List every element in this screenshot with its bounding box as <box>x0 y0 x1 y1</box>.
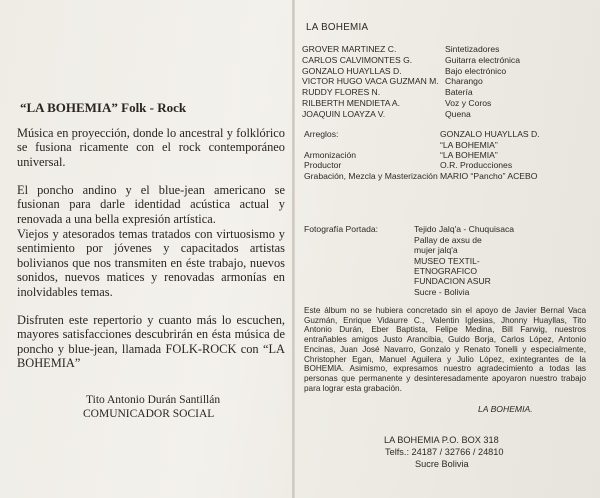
member-name: CARLOS CALVIMONTES G. <box>302 55 413 65</box>
member-name: JOAQUIN LOAYZA V. <box>302 109 386 119</box>
paragraph-4: Disfruten este repertorio y cuanto más lo escuchen, mayores satisfacciones descubrirán en ésta música de poncho y blue-jean, llamada FOLK-ROCK con “LA BOHEMIA” <box>17 313 285 371</box>
foto-line: Sucre - Bolivia <box>414 287 470 297</box>
member-name: RUDDY FLORES N. <box>302 87 381 97</box>
paragraph-2: El poncho andino y el blue-jean americano se fusionan para darle identidad acústica actual y renovada a una bella expresión artística. <box>17 183 285 226</box>
foto-line: ETNOGRAFICO <box>414 266 478 276</box>
productor-label: Productor <box>304 160 342 170</box>
member-role: Guitarra electrónica <box>445 55 520 65</box>
panel-fold-divider <box>292 0 295 498</box>
foto-line: MUSEO TEXTIL- <box>414 256 480 266</box>
foto-line: Tejido Jalq'a - Chuquisaca <box>414 224 515 234</box>
member-role: Voz y Coros <box>445 98 492 108</box>
band-title: LA BOHEMIA <box>306 22 369 33</box>
armonizacion-label: Armonización <box>304 150 357 160</box>
arreglos-label: Arreglos: <box>304 129 339 139</box>
address-line-2: Telfs.: 24187 / 32766 / 24810 <box>385 447 504 457</box>
member-role: Bajo electrónico <box>445 66 507 76</box>
member-row <box>302 98 592 108</box>
signature-name: Tito Antonio Durán Santillán <box>86 394 221 406</box>
member-row <box>302 87 592 97</box>
grabacion-value: MARIO “Pancho” ACEBO <box>440 171 538 181</box>
member-name: RILBERTH MENDIETA A. <box>302 98 401 108</box>
member-row <box>302 66 592 76</box>
member-name: GONZALO HUAYLLAS D. <box>302 66 402 76</box>
armonizacion-value: “LA BOHEMIA” <box>440 150 498 160</box>
foto-line: FUNDACION ASUR <box>414 276 491 286</box>
address-line-3: Sucre Bolivia <box>415 459 469 469</box>
arreglos-value-2: “LA BOHEMIA” <box>440 140 498 150</box>
member-row <box>302 44 592 54</box>
foto-line: Pallay de axsu de <box>414 235 482 245</box>
member-role: Quena <box>445 109 471 119</box>
signature-role: COMUNICADOR SOCIAL <box>83 408 215 420</box>
grabacion-label: Grabación, Mezcla y Masterización <box>304 171 438 181</box>
member-role: Charango <box>445 76 483 86</box>
acknowledgements-signature: LA BOHEMIA. <box>478 404 533 414</box>
paragraph-1: Música en proyección, donde lo ancestral y folklórico se fusiona ricamente con el rock contemporáneo universal. <box>17 126 285 169</box>
foto-line: mujer jalq'a <box>414 245 458 255</box>
member-role: Sintetizadores <box>445 44 500 54</box>
member-role: Batería <box>445 87 473 97</box>
member-name: VICTOR HUGO VACA GUZMAN M. <box>302 76 439 86</box>
liner-title: “LA BOHEMIA” Folk - Rock <box>20 100 187 115</box>
member-row <box>302 76 592 86</box>
productor-value: O.R. Producciones <box>440 160 513 170</box>
acknowledgements-text: Este álbum no se hubiera concretado sin el apoyo de Javier Bernal Vaca Guzmán, Enrique Vidaurre C., Valentin Iglesias, Jhonny Huayllas, Tito Antonio Durán, Eber Baptista, Felipe Medina, Bill Farwig, nuestros entrañables amigos Justo Arancibia, Guido Borja, Carlos López, Antonio Encinas, Juan José Navarro, Gonzalo y Renato Tonelli y especialmente, Christopher Egan, Manuel Aguilera y Julio López, exintegrantes de la BOHEMIA. Asimismo, expresamos nuestro agradecimiento a todas las personas que permanente y desinteresadamente apoyaron nuestro trabajo para lograr esta grabación. <box>304 306 586 393</box>
arreglos-value: GONZALO HUAYLLAS D. <box>440 129 540 139</box>
address-line-1: LA BOHEMIA P.O. BOX 318 <box>384 435 499 445</box>
foto-portada-label: Fotografía Portada: <box>304 224 379 234</box>
paragraph-3: Viejos y atesorados temas tratados con virtuosismo y sentimiento por jóvenes y capacitados artistas bolivianos que nos transmiten en éste trabajo, nuevos sonidos, nuevos matices y renovadas armonías en inolvidables temas. <box>17 227 285 299</box>
member-name: GROVER MARTINEZ C. <box>302 44 397 54</box>
member-row <box>302 55 592 65</box>
member-row <box>302 109 592 119</box>
